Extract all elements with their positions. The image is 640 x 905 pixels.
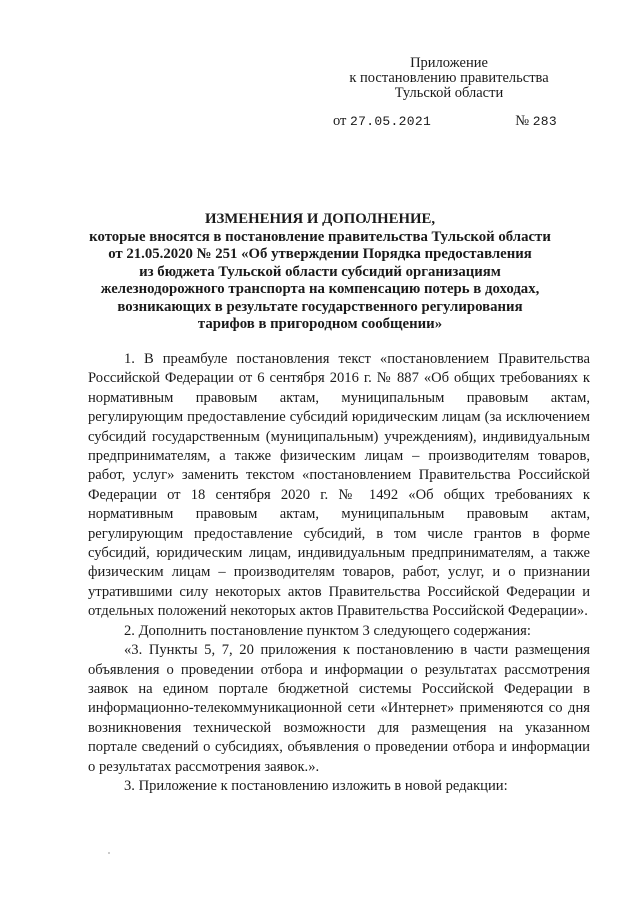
scan-speck: [108, 852, 110, 854]
document-title: [70, 211, 570, 334]
registration-number: [515, 113, 557, 130]
paragraph-4: 3. Приложение к постановлению изложить в новой редакции:: [124, 777, 508, 794]
title-line: тарифов в пригородном сообщении»: [197, 316, 443, 332]
attachment-header: [334, 56, 564, 101]
title-line: которые вносятся в постановление правительства Тульской области: [89, 228, 551, 245]
title-line: из бюджета Тульской области субсидий организациям: [139, 263, 501, 280]
attachment-line: Тульской области: [394, 85, 504, 101]
date-value: 27.05.2021: [350, 114, 432, 129]
paragraph-1: 1. В преамбуле постановления текст «постановлением Правительства Российской Федерации от 6 сентября 2016 г. № 887 «Об общих требованиях к нормативным правовым актам, муниципальным правовым актам, регулирующим предоставление субсидий юридическим лицам (за исключением субсидий государственным (муниципальным) учреждениям), индивидуальным предпринимателям, а также физическим лицам – производителям товаров, работ, услуг» заменить текстом «постановлением Правительства Российской Федерации от 18 сентября 2020 г. № 1492 «Об общих требованиях к нормативным правовым актам, муниципальным правовым актам, регулирующим предоставление субсидий, в том числе грантов в форме субсидий, юридическим лицам, индивидуальным предпринимателям, а также физическим лицам – производителям товаров, работ, услуг, и о признании утратившими силу некоторых актов Правительства Российской Федерации и отдельных положений некоторых актов Правительства Российской Федерации».: [88, 351, 590, 620]
date-prefix: от: [333, 113, 347, 129]
title-line: возникающих в результате государственного регулирования: [117, 298, 523, 315]
title-line: от 21.05.2020 № 251 «Об утверждении Порядка предоставления: [108, 246, 532, 262]
number-prefix: №: [515, 113, 530, 129]
paragraph-2: 2. Дополнить постановление пунктом 3 следующего содержания:: [124, 622, 531, 639]
paragraph-3: «3. Пункты 5, 7, 20 приложения к постановлению в части размещения объявления о проведении отбора и информации о результатах рассмотрения заявок на едином портале бюджетной системы Российской Федерации в информационно-телекоммуникационной сети «Интернет» применяются со дня возникновения технической возможности для размещения на указанном портале сведений о субсидиях, объявления о проведении отбора и информации о результатах рассмотрения заявок.».: [88, 642, 590, 775]
attachment-line: к постановлению правительства: [349, 70, 549, 86]
title-line: железнодорожного транспорта на компенсацию потерь в доходах,: [100, 281, 540, 297]
title-line: ИЗМЕНЕНИЯ И ДОПОЛНЕНИЕ,: [204, 211, 436, 227]
number-value: 283: [532, 114, 557, 129]
registration-date: [333, 113, 431, 130]
document-body: [88, 350, 590, 796]
attachment-line: Приложение: [410, 55, 488, 71]
